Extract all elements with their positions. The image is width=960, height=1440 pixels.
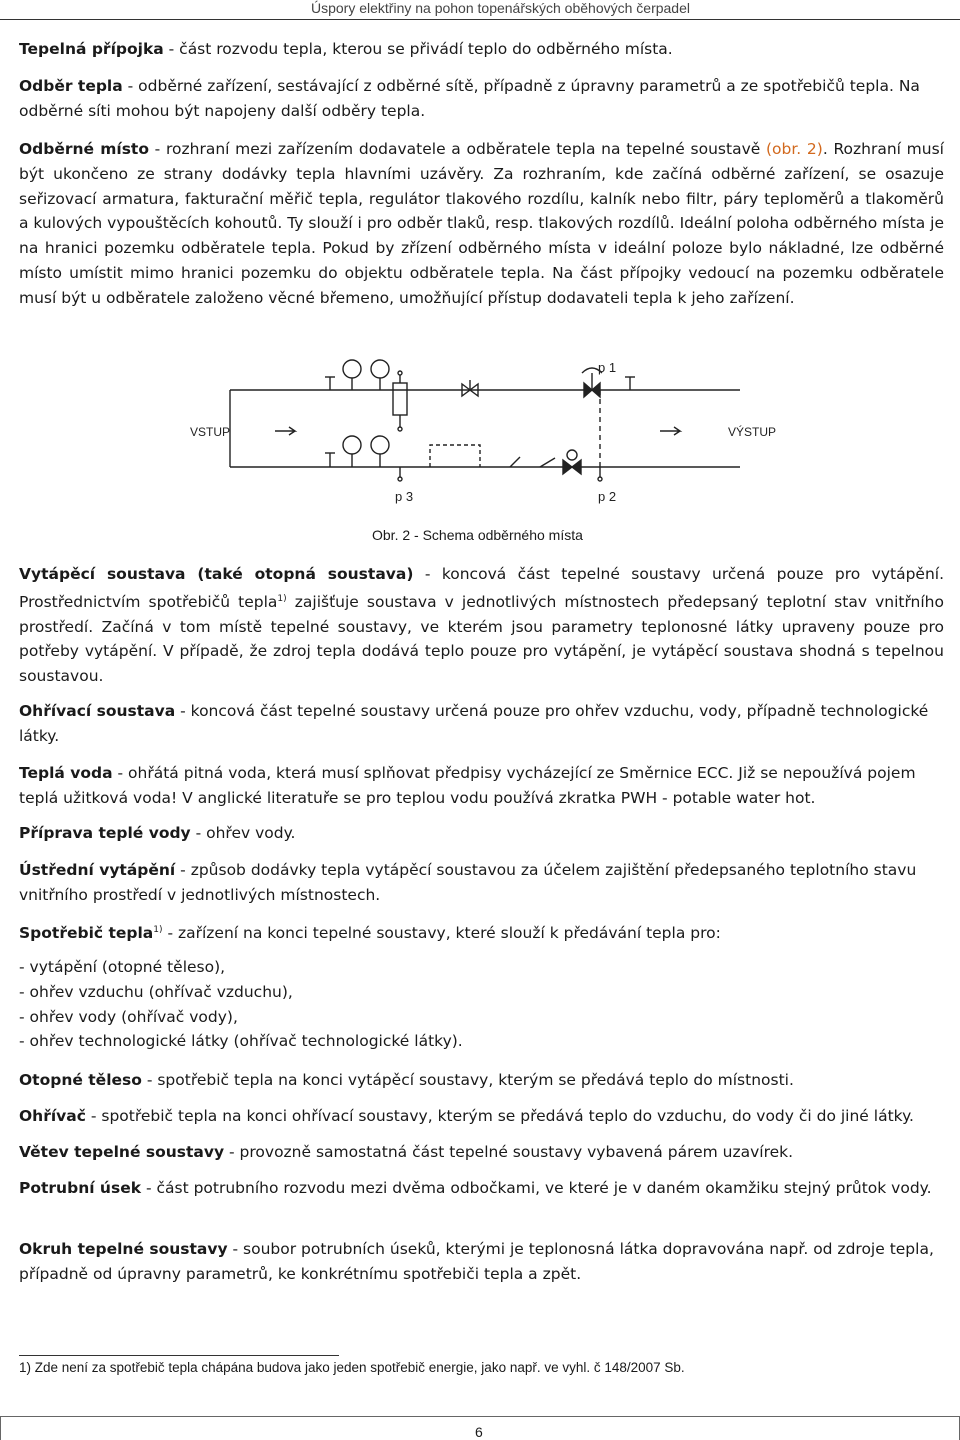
output-label: VÝSTUP (728, 425, 777, 439)
term: Odběrné místo (19, 140, 149, 158)
outlet-arrow-icon (660, 427, 680, 435)
definition-text: . Rozhraní musí být ukončeno ze strany dodávky tepla hlavními uzávěry. Za rozhraním, kde začíná odběrné zařízení, se osazuje seřizovací armatura, fakturační měřič tepla, regulátor tlakového rozdílu, kalník nebo filtr, páry teploměrů a tlakoměrů a kulových vypouštěcích kohoutů. Ty slouží i pro odběr tlaků, resp. tlakových rozdílů. Ideální poloha odběrného místa je na hranici pozemku odběratele tepla. Pokud by zřízení odběrného místa v ideální poloze bylo nákladné, lze odběrné místo umístit mimo hranici pozemku do objektu odběratele tepla. Na část přípojky vedoucí na pozemku odběratele musí být u odběratele založeno věcné břemeno, umožňující přístup dodavateli tepla k jeho zařízení. (19, 140, 944, 307)
term: Vytápěcí soustava (také otopná soustava) (19, 565, 414, 583)
paragraph-okruh (19, 1237, 944, 1287)
footnote-rule (19, 1355, 339, 1356)
term: Příprava teplé vody (19, 824, 191, 842)
footnote-ref[interactable]: 1) (153, 925, 163, 935)
definition-text: - způsob dodávky tepla vytápěcí soustavou za účelem zajištění předepsaného teplotního stavu vnitřního prostředí v jednotlivých místnostech. (19, 861, 917, 904)
term: Otopné těleso (19, 1071, 142, 1089)
figure-caption: Obr. 2 - Schema odběrného místa (372, 527, 583, 543)
p2-label: p 2 (598, 489, 617, 504)
definition-text: - odběrné zařízení, sestávající z odběrné sítě, případně z úpravny parametrů a ze spotřebičů tepla. Na odběrné síti mohou být napojeny další odběry tepla. (19, 77, 920, 120)
paragraph-potrubni-usek (19, 1176, 944, 1201)
paragraph-odberne-misto (19, 137, 944, 311)
term: Spotřebič tepla (19, 924, 154, 942)
list-item: - ohřev technologické látky (ohřívač technologické látky). (19, 1032, 463, 1051)
definition-text: - ohřátá pitná voda, která musí splňovat předpisy vycházející ze Směrnice ECC. Již se nepoužívá pojem teplá užitková voda! V anglické literatuře se pro teplou vodu používá zkratka PWH - potable water hot. (19, 764, 916, 807)
term: Odběr tepla (19, 77, 123, 95)
paragraph-vytapeci-soustava (19, 562, 944, 689)
page-frame-top (0, 1416, 960, 1417)
term: Tepelná přípojka (19, 40, 164, 58)
filter-icon (393, 383, 407, 415)
p1-label: p 1 (598, 360, 617, 375)
heat-delivery-point-schematic (180, 355, 790, 515)
page-header (0, 0, 960, 20)
definition-text: - zařízení na konci tepelné soustavy, které slouží k předávání tepla pro: (162, 924, 721, 942)
paragraph-otopne-teleso (19, 1068, 944, 1093)
term: Teplá voda (19, 764, 113, 782)
list-item: - vytápění (otopné těleso), (19, 958, 226, 976)
paragraph-tepla-voda (19, 761, 944, 811)
figure-reference-link[interactable]: (obr. 2) (765, 140, 823, 158)
definition-text: - část rozvodu tepla, kterou se přivádí teplo do odběrného místa. (163, 40, 673, 58)
manometer-icon (371, 436, 389, 454)
inlet-arrow-icon (275, 427, 295, 435)
definition-text: - koncová část tepelné soustavy určená pouze pro ohřev vzduchu, vody, případně technologické látky. (19, 702, 929, 745)
paragraph-spotrebic-tepla (19, 918, 944, 946)
term: Ústřední vytápění (19, 861, 176, 879)
term: Potrubní úsek (19, 1179, 142, 1197)
paragraph-tepelna-pripojka (19, 37, 944, 62)
definition-text: zajišťuje soustava v jednotlivých místnostech předepsaný teplotní stav vnitřního prostředí. Začíná v tom místě tepelné soustavy, ve kterém jsou parametry teplonosné látky upraveny pouze pro potřeby vytápění. V případě, že zdroj tepla dodává teplo pouze pro vytápění, je vytápěcí soustava shodná s tepelnou soustavou. (19, 592, 944, 686)
footnote-ref[interactable]: 1) (277, 593, 287, 604)
list-item: - ohřev vzduchu (ohřívač vzduchu), (19, 982, 293, 1001)
definition-text: - spotřebič tepla na konci ohřívací soustavy, kterým se předává teplo do vzduchu, do vody či do jiné látky. (85, 1107, 914, 1125)
definition-text: - spotřebič tepla na konci vytápěcí soustavy, kterým se předává teplo do místnosti. (141, 1071, 794, 1089)
heat-meter-icon (430, 445, 480, 467)
page-number: 6 (475, 1424, 483, 1440)
thermometer-icon (343, 360, 361, 378)
definition-text: - ohřev vody. (190, 824, 296, 842)
term: Okruh tepelné soustavy (19, 1240, 228, 1258)
input-label: VSTUP (190, 425, 231, 439)
paragraph-vetev (19, 1140, 944, 1165)
term: Ohřívač (19, 1107, 86, 1125)
paragraph-priprava-teple-vody (19, 821, 944, 846)
list-item: - ohřev vody (ohřívač vody), (19, 1007, 238, 1026)
definition-text: - koncová část tepelné soustavy určená pouze pro vytápění. Prostřednictvím spotřebičů tepla (19, 565, 944, 611)
paragraph-odber-tepla (19, 74, 944, 124)
definition-text: - rozhraní mezi zařízením dodavatele a odběratele tepla na tepelné soustavě (148, 140, 766, 158)
page-frame-left (0, 1416, 1, 1440)
definition-text: - část potrubního rozvodu mezi dvěma odbočkami, ve které je v daném okamžiku stejný průtok vody. (141, 1179, 932, 1197)
p3-label: p 3 (395, 489, 414, 504)
term: Větev tepelné soustavy (19, 1143, 225, 1161)
paragraph-ustredni-vytapeni (19, 858, 944, 908)
definition-text: - soubor potrubních úseků, kterými je teplonosná látka dopravována např. od zdroje tepla, případně od úpravny parametrů, ke konkrétnímu spotřebiči tepla a zpět. (19, 1240, 934, 1283)
footnote: 1) Zde není za spotřebič tepla chápána budova jako jeden spotřebič energie, jako např. ve vyhl. č 148/2007 Sb. (19, 1360, 685, 1375)
manometer-icon (371, 360, 389, 378)
thermometer-icon (343, 436, 361, 454)
header-title: Úspory elektřiny na pohon topenářských oběhových čerpadel (310, 0, 690, 16)
consumer-list (19, 955, 944, 1054)
paragraph-ohrivaci-soustava (19, 699, 944, 749)
balancing-valve-icon (563, 460, 581, 474)
term: Ohřívací soustava (19, 702, 176, 720)
paragraph-ohrivac (19, 1104, 944, 1129)
definition-text: - provozně samostatná část tepelné soustavy vybavená párem uzavírek. (224, 1143, 794, 1161)
header-rule (0, 19, 960, 20)
